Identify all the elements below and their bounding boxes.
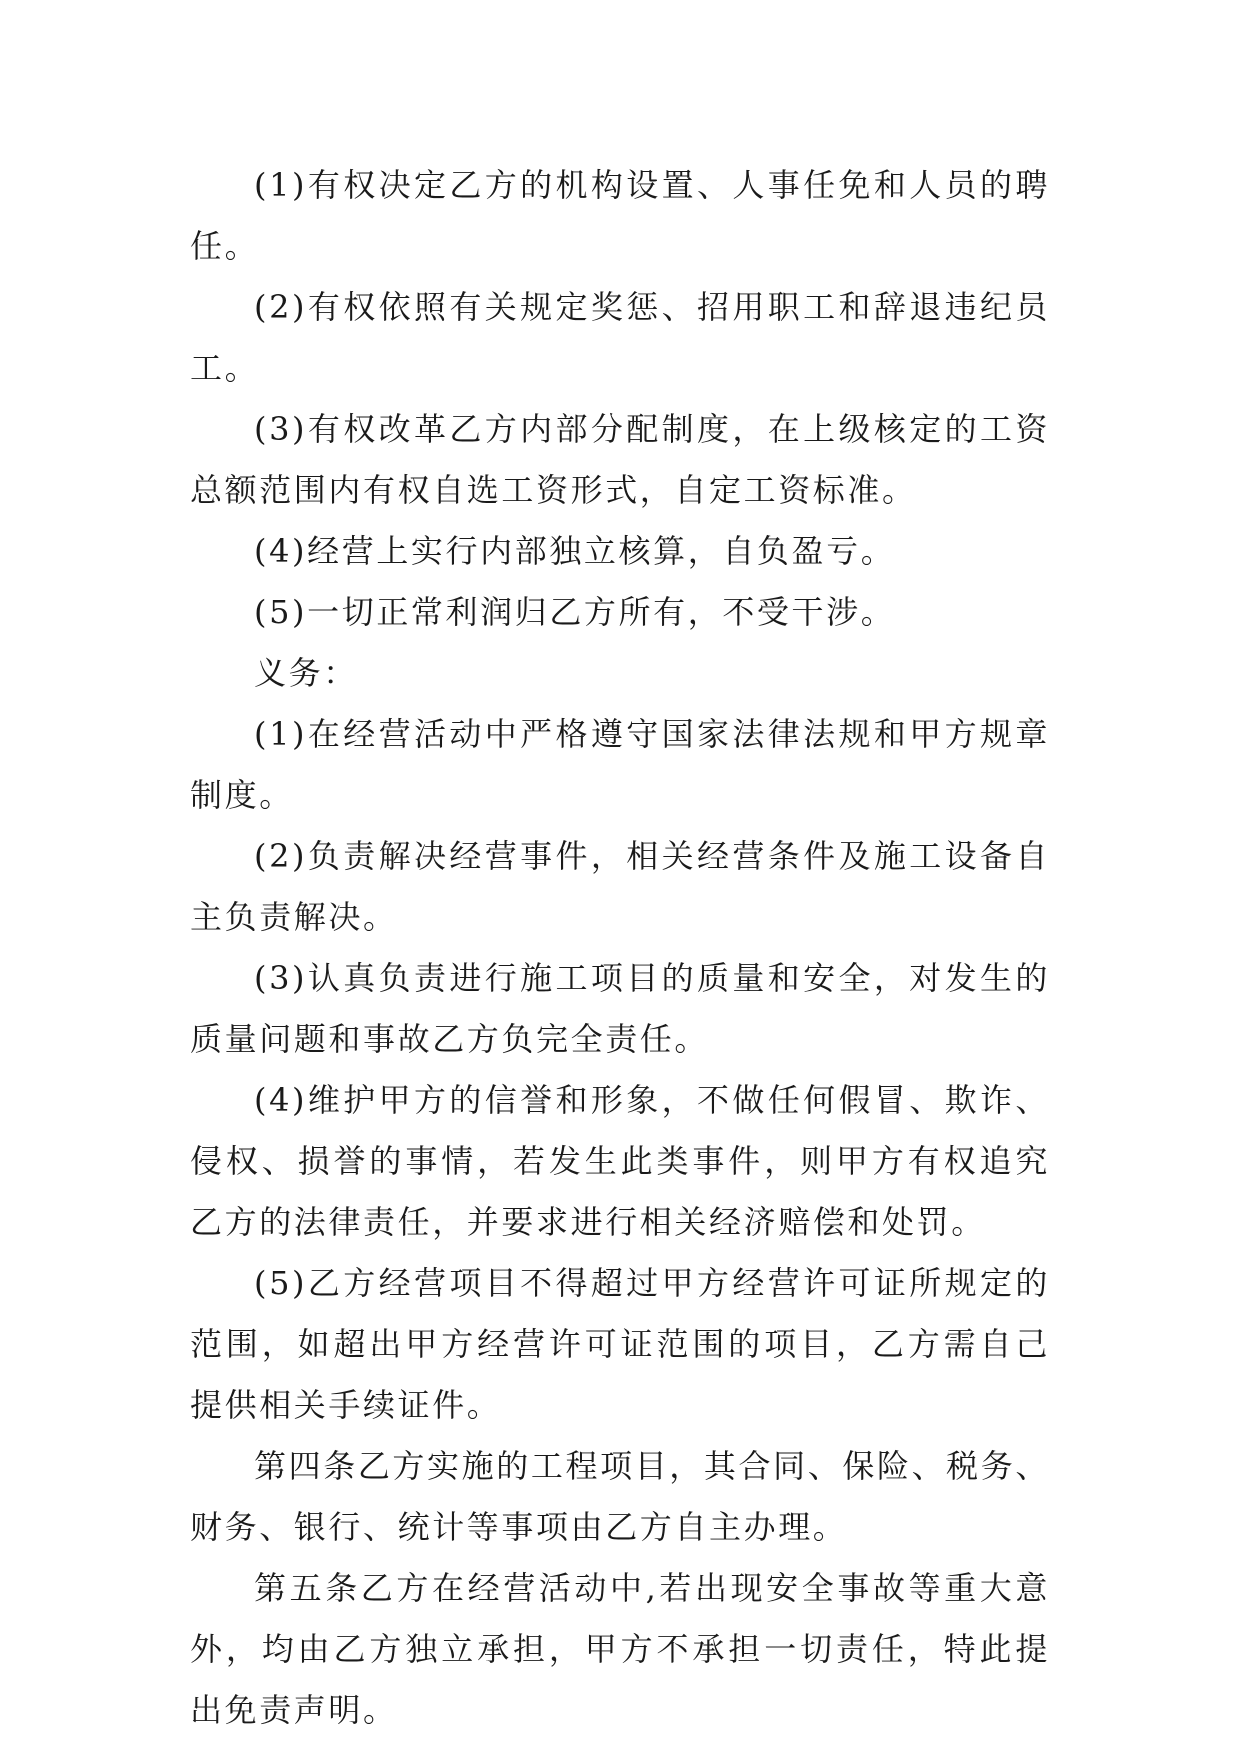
paragraph-obligation-5: (5)乙方经营项目不得超过甲方经营许可证所规定的范围，如超出甲方经营许可证范围的项目，乙方需自己提供相关手续证件。 [190, 1264, 1050, 1424]
paragraph-obligation-2: (2)负责解决经营事件，相关经营条件及施工设备自主负责解决。 [190, 837, 1050, 936]
paragraph-right-3: (3)有权改革乙方内部分配制度，在上级核定的工资总额范围内有权自选工资形式，自定工资标准。 [190, 410, 1050, 509]
paragraph-right-5: (5)一切正常利润归乙方所有，不受干涉。 [254, 593, 896, 631]
paragraph-right-1: (1)有权决定乙方的机构设置、人事任免和人员的聘任。 [190, 166, 1050, 265]
article-4-paragraph: 第四条乙方实施的工程项目，其合同、保险、税务、财务、银行、统计等事项由乙方自主办理。 [190, 1447, 1050, 1546]
paragraph-right-2: (2)有权依照有关规定奖惩、招用职工和辞退违纪员工。 [190, 288, 1050, 387]
paragraph-obligation-1: (1)在经营活动中严格遵守国家法律法规和甲方规章制度。 [190, 715, 1050, 814]
paragraph-right-4: (4)经营上实行内部独立核算，自负盈亏。 [254, 532, 896, 570]
paragraph-obligation-4: (4)维护甲方的信誉和形象，不做任何假冒、欺诈、侵权、损誉的事情，若发生此类事件，则甲方有权追究乙方的法律责任，并要求进行相关经济赔偿和处罚。 [190, 1081, 1050, 1241]
paragraph-obligation-3: (3)认真负责进行施工项目的质量和安全，对发生的质量问题和事故乙方负完全责任。 [190, 959, 1050, 1058]
article-5-paragraph: 第五条乙方在经营活动中,若出现安全事故等重大意外，均由乙方独立承担，甲方不承担一切责任，特此提出免责声明。 [190, 1569, 1050, 1729]
document-body [190, 155, 1050, 1741]
obligations-heading: 义务： [254, 654, 358, 692]
